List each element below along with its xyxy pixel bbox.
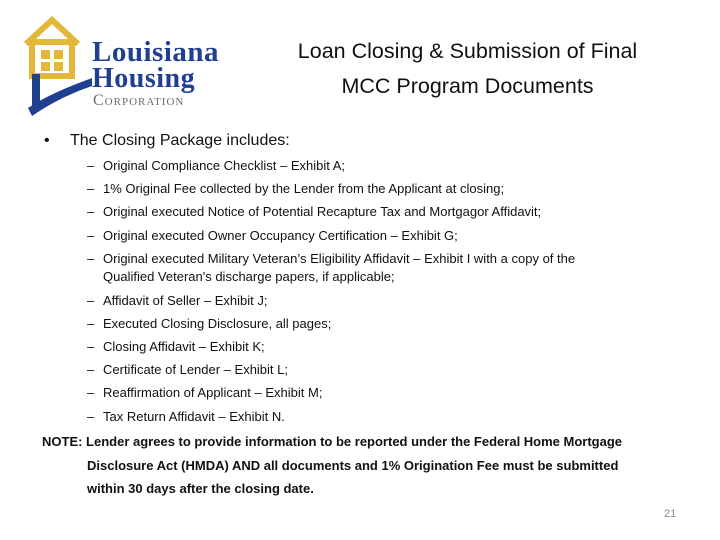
list-item-dash: – [87, 408, 95, 424]
title-line-2: MCC Program Documents [341, 74, 594, 98]
list-item-dash: – [87, 250, 95, 266]
title-line-1: Loan Closing & Submission of Final [297, 39, 638, 63]
list-item-text: Closing Affidavit – Exhibit K; [103, 338, 265, 354]
lhc-logo [22, 12, 244, 120]
list-item-text: Executed Closing Disclosure, all pages; [103, 315, 332, 331]
list-item-dash: – [87, 158, 95, 173]
logo-word-housing: Housing [92, 63, 196, 94]
bullet-text: The Closing Package includes: [70, 132, 290, 149]
list-item-text: Original executed Owner Occupancy Certification – Exhibit G; [103, 227, 458, 243]
list-item-text: 1% Original Fee collected by the Lender from the Applicant at closing; [103, 181, 505, 197]
list-item-text: Original executed Military Veteran’s Eligibility Affidavit – Exhibit I with a copy of the [103, 250, 576, 266]
page-number: 21 [664, 508, 677, 520]
list-item-text: Qualified Veteran's discharge papers, if applicable; [103, 269, 395, 285]
list-item-dash: – [87, 362, 95, 378]
note-line-3: within 30 days after the closing date. [87, 481, 314, 496]
logo-word-corporation: Corporation [93, 92, 185, 109]
list-item-dash: – [87, 181, 95, 197]
list-item-dash: – [87, 204, 95, 220]
note-line-2: Disclosure Act (HMDA) AND all documents and 1% Origination Fee must be submitted [87, 457, 619, 473]
list-item-text: Tax Return Affidavit – Exhibit N. [103, 408, 285, 424]
note-paragraph [42, 430, 702, 501]
list-item-text: Certificate of Lender – Exhibit L; [103, 362, 288, 378]
list-item-dash: – [87, 315, 95, 331]
list-item-text: Original executed Notice of Potential Recapture Tax and Mortgagor Affidavit; [103, 204, 542, 220]
bullet-dot: • [44, 132, 50, 149]
logo-word-louisiana: Louisiana [92, 36, 219, 68]
list-item-dash: – [87, 227, 95, 243]
bullet-closing-package [44, 131, 290, 151]
list-item-text: Original Compliance Checklist – Exhibit A; [103, 158, 346, 173]
slide-title [265, 34, 670, 104]
list-item-text: Reaffirmation of Applicant – Exhibit M; [103, 385, 323, 401]
list-item-dash: – [87, 292, 95, 308]
note-line-1: NOTE: Lender agrees to provide information to be reported under the Federal Home Mortgage [42, 434, 623, 449]
list-item-text: Affidavit of Seller – Exhibit J; [103, 292, 268, 308]
list-item-dash: – [87, 338, 95, 354]
list-item-dash: – [87, 385, 95, 401]
